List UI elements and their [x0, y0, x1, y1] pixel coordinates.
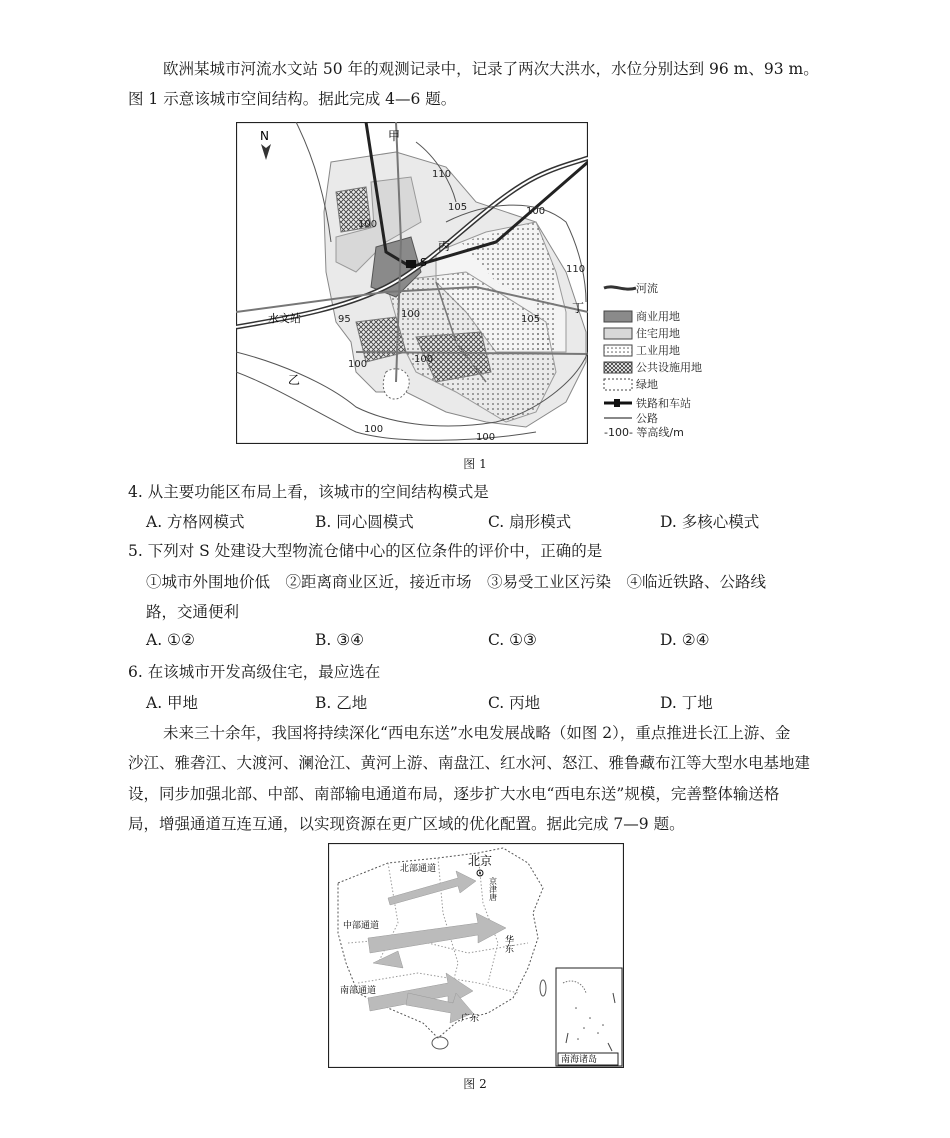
svg-text:N: N [260, 129, 269, 143]
label-guangdong: 广东 [461, 1014, 480, 1024]
figure-1-caption: 图 1 [463, 457, 487, 471]
label-yi: 乙 [288, 373, 301, 387]
label-hydrological-station: 水文站 [268, 312, 301, 325]
q4-stem: 4. 从主要功能区布局上看，该城市的空间结构模式是 [128, 483, 489, 501]
q5-stem: 5. 下列对 S 处建设大型物流仓储中心的区位条件的评价中，正确的是 [128, 542, 603, 560]
svg-text:河流: 河流 [636, 282, 658, 295]
svg-text:工业用地: 工业用地 [636, 344, 680, 357]
q5-items-line2: 路，交通便利 [146, 603, 240, 621]
q4-option-d: D. 多核心模式 [660, 513, 760, 531]
svg-text:110: 110 [432, 169, 452, 180]
label-jingjintang: 京津唐 [488, 877, 498, 901]
svg-text:110: 110 [566, 264, 586, 275]
label-huadong: 华东 [503, 935, 513, 953]
svg-text:-100- 等高线/m: -100- 等高线/m [604, 426, 684, 439]
svg-text:100: 100 [414, 354, 434, 365]
label-middle-channel: 中部通道 [343, 921, 380, 931]
intro1-line1: 欧洲某城市河流水文站 50 年的观测记录中，记录了两次大洪水，水位分别达到 96 m、93 m。 [163, 60, 819, 78]
intro2-line3: 设，同步加强北部、中部、南部输电通道布局，逐步扩大水电“西电东送”规模，完善整体输送格 [128, 785, 780, 803]
svg-text:商业用地: 商业用地 [636, 310, 680, 323]
q4-option-b: B. 同心圆模式 [315, 513, 414, 531]
svg-text:绿地: 绿地 [636, 378, 658, 391]
label-jia: 甲 [388, 129, 401, 143]
intro2-line4: 局，增强通道互连互通，以实现资源在更广区域的优化配置。据此完成 7—9 题。 [128, 815, 685, 833]
svg-text:100: 100 [358, 219, 378, 230]
q6-option-c: C. 丙地 [488, 694, 541, 712]
figure-2-caption: 图 2 [463, 1077, 487, 1091]
svg-text:公共设施用地: 公共设施用地 [636, 361, 702, 374]
q5-option-d: D. ②④ [660, 631, 710, 649]
svg-text:100: 100 [526, 206, 546, 217]
svg-text:100: 100 [476, 432, 496, 443]
svg-text:100: 100 [348, 359, 368, 370]
label-north-channel: 北部通道 [400, 864, 437, 874]
q6-stem: 6. 在该城市开发高级住宅，最应选在 [128, 663, 381, 681]
label-ding: 丁 [572, 301, 585, 315]
label-south-channel: 南部通道 [340, 986, 377, 996]
q5-option-a: A. ①② [146, 631, 195, 649]
svg-text:100: 100 [401, 309, 421, 320]
label-bing: 丙 [438, 239, 451, 253]
q6-option-b: B. 乙地 [315, 694, 368, 712]
svg-text:住宅用地: 住宅用地 [636, 327, 680, 340]
figure-1-map [236, 122, 588, 444]
q4-option-c: C. 扇形模式 [488, 513, 572, 531]
svg-text:铁路和车站: 铁路和车站 [636, 397, 691, 410]
label-nanhai-islands: 南海诸岛 [561, 1055, 598, 1065]
svg-text:105: 105 [448, 202, 468, 213]
figure-2-map [328, 843, 624, 1068]
q5-option-b: B. ③④ [315, 631, 365, 649]
q6-option-a: A. 甲地 [146, 694, 199, 712]
south-china-sea-inset [556, 968, 622, 1066]
svg-text:105: 105 [521, 314, 541, 325]
q6-option-d: D. 丁地 [660, 694, 713, 712]
q5-option-c: C. ①③ [488, 631, 537, 649]
label-beijing: 北京 [468, 854, 493, 868]
intro2-line1: 未来三十余年，我国将持续深化“西电东送”水电发展战略（如图 2），重点推进长江上游、金 [163, 724, 791, 742]
svg-text:100: 100 [364, 424, 384, 435]
figure-1-legend [602, 282, 742, 442]
railway-station [406, 260, 416, 268]
svg-text:95: 95 [338, 314, 351, 325]
label-s: S [420, 256, 427, 269]
intro2-line2: 沙江、雅砻江、大渡河、澜沧江、黄河上游、南盘江、红水河、怒江、雅鲁藏布江等大型水电基地建 [128, 754, 811, 772]
q4-option-a: A. 方格网模式 [146, 513, 245, 531]
intro1-line2: 图 1 示意该城市空间结构。据此完成 4—6 题。 [128, 90, 457, 108]
svg-text:公路: 公路 [636, 412, 658, 425]
q5-items-line1: ①城市外围地价低 ②距离商业区近，接近市场 ③易受工业区污染 ④临近铁路、公路线 [146, 573, 767, 591]
